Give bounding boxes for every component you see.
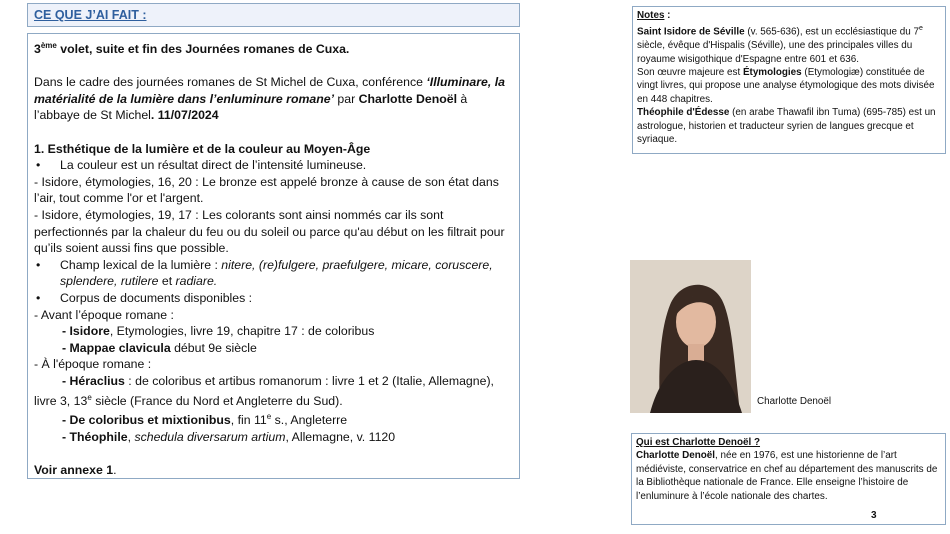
notes-box (632, 6, 946, 154)
period-before: - Avant l’époque romane : (34, 307, 174, 322)
portrait-illustration (630, 260, 751, 413)
bio-text: Charlotte Denoël, née en 1976, est une historienne de l’art médiéviste, conservatrice en chef au département des manuscrits de la Bibliothèque nationale de France. Elle enseigne l’histoire de l’enluminure à l’école nationale des chartes. (636, 450, 938, 502)
source-item: - Héraclius : de coloribus et artibus romanorum : livre 1 et 2 (Italie, Allemagne), livre 3, 13e siècle (France du Nord et Angleterre du Sud). (34, 373, 494, 408)
note-isidore: Saint Isidore de Séville (v. 565-636), est un ecclésiastique du 7e siècle, évêque d'Hispalis (Séville), une des principales villes du royaume wisigothique d'Espagne entre 601 et 636. (637, 25, 923, 65)
source-item: - De coloribus et mixtionibus, fin 11e s., Angleterre (62, 412, 348, 428)
intro-paragraph: Dans le cadre des journées romanes de St Michel de Cuxa, conférence ‘Illuminare, la matérialité de la lumière dans l’enluminure romane’ par Charlotte Denoël à l’abbaye de St Michel. 11/07/2024 (34, 75, 505, 123)
annex-reference: Voir annexe 1. (34, 463, 117, 478)
bio-question: Qui est Charlotte Denoël ? (636, 437, 761, 448)
source-item: - Isidore, Etymologies, livre 19, chapitre 17 : de coloribus (62, 324, 375, 339)
period-during: - À l'époque romane : (34, 357, 152, 372)
notes-label: Notes : (637, 10, 671, 21)
subsection-title: 1. Esthétique de la lumière et de la couleur au Moyen-Âge (34, 141, 371, 156)
photo-caption: Charlotte Denoël (757, 396, 832, 407)
list-item: • Corpus de documents disponibles : (36, 291, 253, 305)
isidore-quote-2: - Isidore, étymologies, 19, 17 : Les colorants sont ainsi nommés car ils sont perfectionnés par la chaleur du feu ou du soleil ou parce qu'au début on les filtrait pour qu’ils soient aussi fins que possible. (34, 208, 505, 256)
bio-box (631, 433, 946, 525)
list-item: • Champ lexical de la lumière : nitere, (re)fulgere, praefulgere, micare, coruscere, splendere, rutilere et radiare. (36, 257, 493, 289)
section-title-box (27, 3, 520, 27)
isidore-quote-1: - Isidore, étymologies, 16, 20 : Le bronze est appelé bronze à cause de son état dans l’air, tout comme l'or et l'argent. (34, 174, 499, 206)
page-number: 3 (871, 510, 877, 521)
note-theophile: Théophile d'Édesse (en arabe Thawafil ibn Tuma) (695-785) est un astrologue, historien et traducteur syrien de langues grecque et syriaque. (637, 107, 936, 145)
note-etymologies: Son œuvre majeure est Étymologies (Etymologiæ) constituée de vingt livres, qui propose une analyse étymologique des mots divisée en 448 chapitres. (637, 66, 935, 105)
main-content-box (27, 33, 520, 479)
section-title: CE QUE J’AI FAIT : (34, 8, 147, 22)
source-item: - Mappae clavicula début 9e siècle (62, 340, 257, 355)
portrait-photo (630, 260, 751, 413)
source-item: - Théophile, schedula diversarum artium, Allemagne, v. 1120 (62, 429, 396, 444)
list-item: • La couleur est un résultat direct de l’intensité lumineuse. (36, 158, 367, 173)
main-heading: 3ème volet, suite et fin des Journées romanes de Cuxa. (34, 41, 350, 57)
